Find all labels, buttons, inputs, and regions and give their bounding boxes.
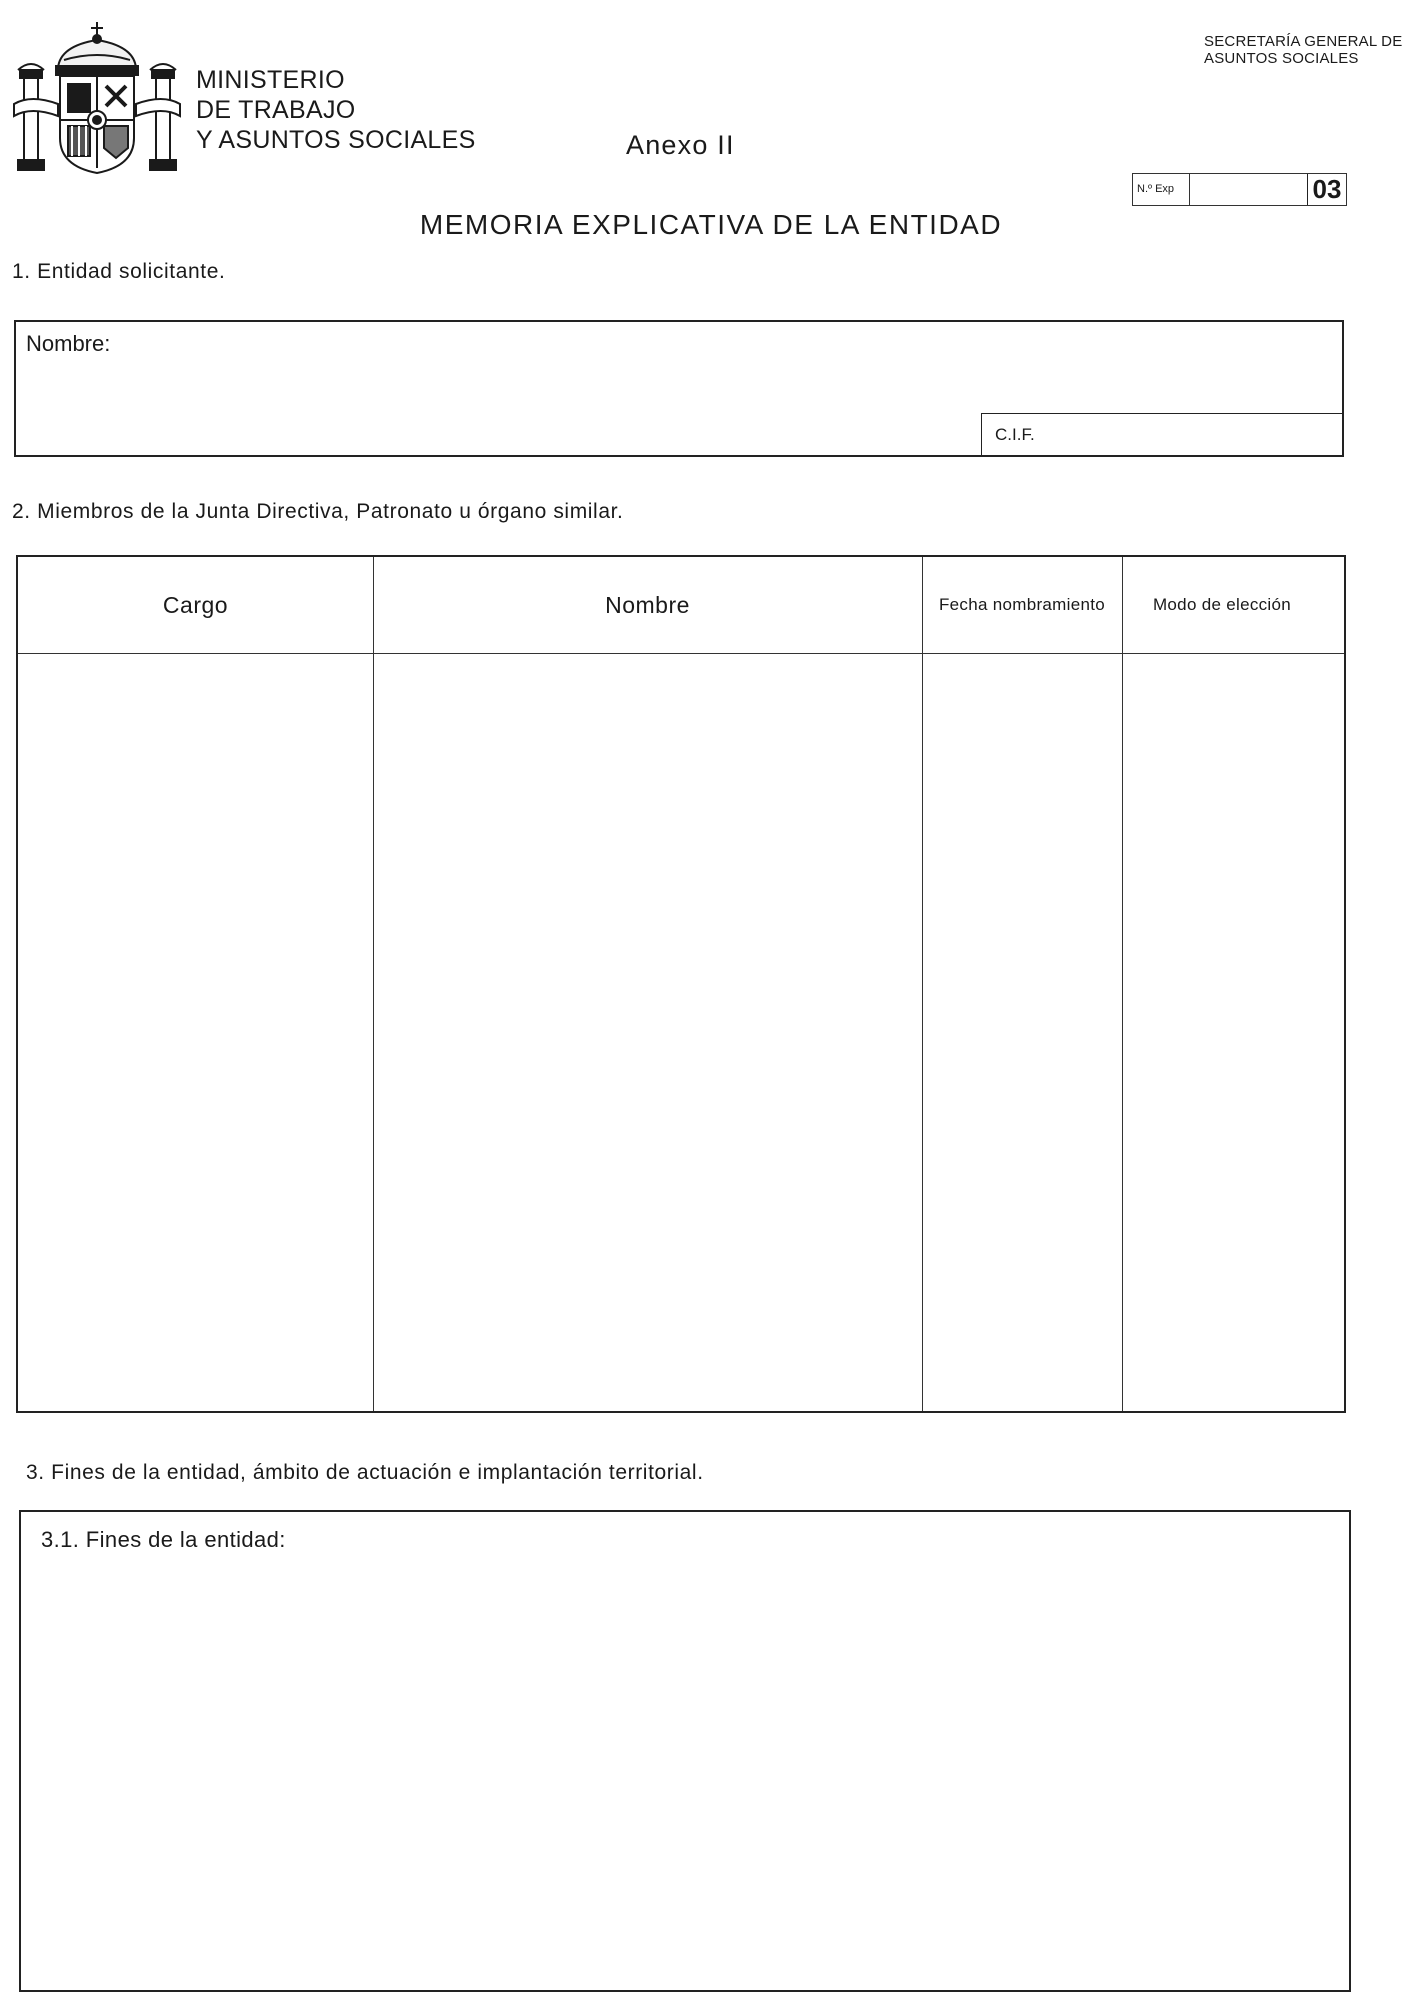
column-divider (373, 557, 374, 1411)
cif-label: C.I.F. (995, 425, 1035, 444)
cargo-column-cells[interactable] (18, 655, 373, 1413)
ministry-line: DE TRABAJO (196, 96, 356, 124)
annex-label: Anexo II (626, 130, 735, 160)
fines-box[interactable] (19, 1510, 1351, 1992)
coat-of-arms-icon (8, 8, 186, 178)
column-divider (922, 557, 923, 1411)
expediente-label: N.º Exp (1133, 174, 1190, 205)
nombre-column-cells[interactable] (375, 655, 922, 1413)
fines-label: 3.1. Fines de la entidad: (41, 1527, 286, 1552)
column-header-nombre: Nombre (605, 591, 690, 618)
entidad-box[interactable] (14, 320, 1344, 457)
secretaria-name (1204, 33, 1402, 67)
document-title: MEMORIA EXPLICATIVA DE LA ENTIDAD (419, 209, 1003, 240)
expediente-number-field[interactable] (1190, 174, 1308, 205)
expediente-box (1132, 173, 1347, 206)
expediente-code: 03 (1312, 174, 1342, 204)
column-header-modo: Modo de elección (1152, 595, 1292, 614)
modo-column-cells[interactable] (1124, 655, 1346, 1413)
secretaria-line: ASUNTOS SOCIALES (1204, 50, 1359, 67)
column-header-cargo: Cargo (162, 591, 229, 618)
section3-heading: 3. Fines de la entidad, ámbito de actuación e implantación territorial. (26, 1461, 704, 1484)
ministry-line: Y ASUNTOS SOCIALES (196, 126, 476, 154)
fecha-column-cells[interactable] (924, 655, 1122, 1413)
cif-field[interactable] (981, 413, 1342, 455)
column-header-fecha: Fecha nombramiento (938, 595, 1106, 614)
ministry-name (196, 65, 476, 155)
section1-heading: 1. Entidad solicitante. (12, 260, 226, 283)
section2-heading: 2. Miembros de la Junta Directiva, Patronato u órgano similar. (12, 500, 624, 523)
secretaria-line: SECRETARÍA GENERAL DE (1204, 33, 1403, 50)
junta-directiva-table (16, 555, 1346, 1413)
ministry-line: MINISTERIO (196, 66, 345, 94)
nombre-label: Nombre: (26, 331, 111, 356)
column-divider (1122, 557, 1123, 1411)
header-divider (18, 653, 1344, 654)
